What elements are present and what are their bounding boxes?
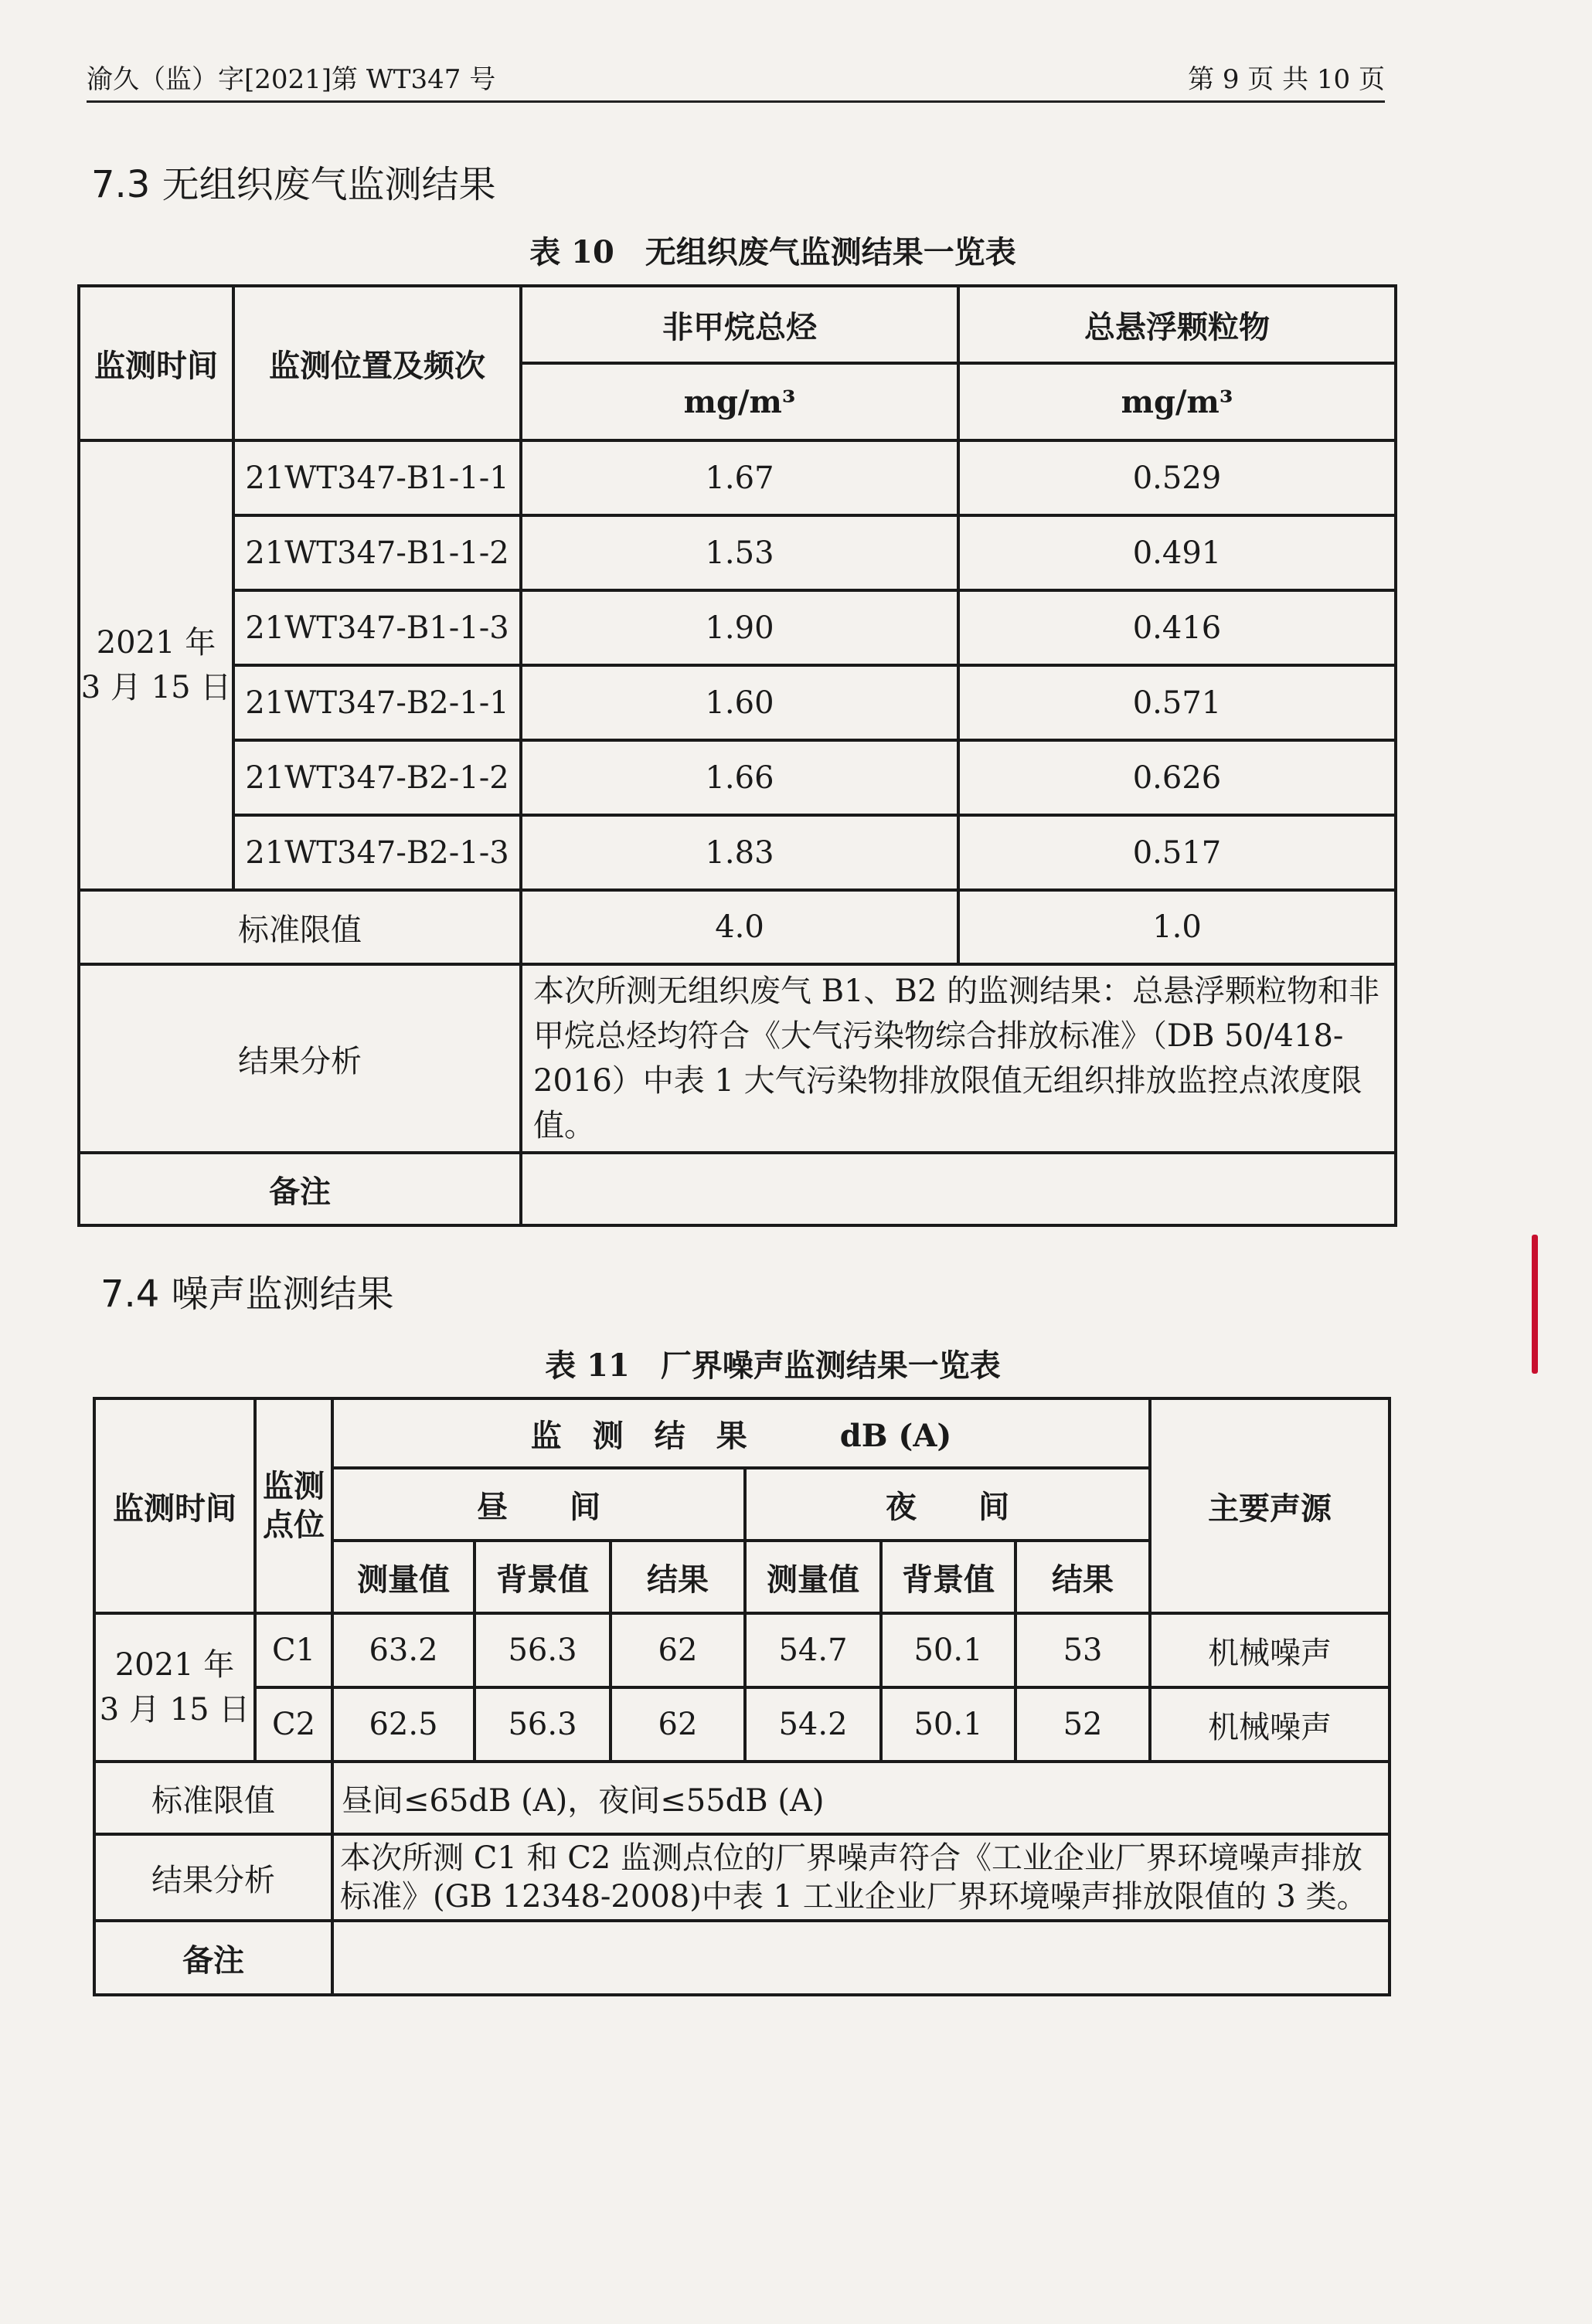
tsp-limit: 1.0 — [958, 890, 1396, 964]
sample-id: 21WT347-B2-1-3 — [233, 815, 521, 890]
table-row — [79, 515, 1396, 590]
header-day-result: 结果 — [611, 1541, 745, 1613]
header-monitor-time: 监测时间 — [94, 1398, 255, 1613]
analysis-text: 本次所测无组织废气 B1、B2 的监测结果：总悬浮颗粒物和非甲烷总烃均符合《大气污染物综合排放标准》（DB 50/418-2016）中表 1 大气污染物排放限值无组织排放监控点浓度限值。 — [521, 964, 1396, 1153]
remark-value — [521, 1153, 1396, 1225]
header-tsp: 总悬浮颗粒物 — [958, 286, 1396, 363]
remark-label: 备注 — [94, 1921, 332, 1995]
day-background: 56.3 — [475, 1613, 611, 1687]
analysis-text: 本次所测 C1 和 C2 监测点位的厂界噪声符合《工业企业厂界环境噪声排放标准》(GB 12348-2008)中表 1 工业企业厂界环境噪声排放限值的 3 类。 — [332, 1834, 1390, 1921]
day-measured: 62.5 — [332, 1687, 475, 1762]
table-10 — [77, 284, 1397, 1227]
header-night-result: 结果 — [1015, 1541, 1150, 1613]
analysis-label: 结果分析 — [79, 964, 521, 1153]
document-number: 渝久（监）字[2021]第 WT347 号 — [87, 64, 496, 95]
table-row — [94, 1613, 1390, 1687]
table-row — [79, 815, 1396, 890]
red-bracket-mark — [1532, 1235, 1538, 1374]
table-10-caption: 表 10 无组织废气监测结果一览表 — [529, 234, 1016, 270]
night-background: 50.1 — [881, 1613, 1015, 1687]
header-nighttime: 夜 间 — [745, 1468, 1150, 1541]
point-id: C1 — [255, 1613, 332, 1687]
nmhc-value: 1.66 — [521, 740, 958, 815]
remark-label: 备注 — [79, 1153, 521, 1225]
page-number: 第 9 页 共 10 页 — [1188, 64, 1385, 95]
day-background: 56.3 — [475, 1687, 611, 1762]
nmhc-value: 1.67 — [521, 440, 958, 515]
table-row — [79, 590, 1396, 665]
table-11-caption: 表 11 厂界噪声监测结果一览表 — [545, 1347, 1001, 1384]
header-night-background: 背景值 — [881, 1541, 1015, 1613]
nmhc-value: 1.53 — [521, 515, 958, 590]
day-measured: 63.2 — [332, 1613, 475, 1687]
header-day-background: 背景值 — [475, 1541, 611, 1613]
table-row — [79, 740, 1396, 815]
table-row — [79, 440, 1396, 515]
day-result: 62 — [611, 1687, 745, 1762]
sample-id: 21WT347-B2-1-1 — [233, 665, 521, 740]
limit-value: 昼间≤65dB (A)，夜间≤55dB (A) — [332, 1762, 1390, 1834]
sample-id: 21WT347-B1-1-3 — [233, 590, 521, 665]
monitor-date: 2021 年 3 月 15 日 — [79, 440, 233, 890]
main-source: 机械噪声 — [1150, 1687, 1390, 1762]
sample-id: 21WT347-B1-1-2 — [233, 515, 521, 590]
point-id: C2 — [255, 1687, 332, 1762]
tsp-value: 0.517 — [958, 815, 1396, 890]
monitor-date: 2021 年 3 月 15 日 — [94, 1613, 255, 1762]
day-result: 62 — [611, 1613, 745, 1687]
page-header — [87, 60, 1385, 103]
night-result: 53 — [1015, 1613, 1150, 1687]
limit-label: 标准限值 — [79, 890, 521, 964]
night-background: 50.1 — [881, 1687, 1015, 1762]
section-7-4-title: 7.4 噪声监测结果 — [100, 1272, 394, 1316]
header-monitor-point: 监测点位 — [255, 1398, 332, 1613]
header-result-db: 监 测 结 果 dB (A) — [332, 1398, 1150, 1468]
night-measured: 54.7 — [745, 1613, 881, 1687]
remark-value — [332, 1921, 1390, 1995]
unit-nmhc: mg/m³ — [521, 363, 958, 440]
night-measured: 54.2 — [745, 1687, 881, 1762]
nmhc-value: 1.83 — [521, 815, 958, 890]
tsp-value: 0.416 — [958, 590, 1396, 665]
limit-label: 标准限值 — [94, 1762, 332, 1834]
header-day-measured: 测量值 — [332, 1541, 475, 1613]
header-main-source: 主要声源 — [1150, 1398, 1390, 1613]
main-source: 机械噪声 — [1150, 1613, 1390, 1687]
table-11 — [93, 1397, 1391, 1996]
header-night-measured: 测量值 — [745, 1541, 881, 1613]
tsp-value: 0.491 — [958, 515, 1396, 590]
unit-tsp: mg/m³ — [958, 363, 1396, 440]
sample-id: 21WT347-B1-1-1 — [233, 440, 521, 515]
nmhc-value: 1.90 — [521, 590, 958, 665]
nmhc-value: 1.60 — [521, 665, 958, 740]
tsp-value: 0.571 — [958, 665, 1396, 740]
header-daytime: 昼 间 — [332, 1468, 745, 1541]
table-row — [94, 1687, 1390, 1762]
tsp-value: 0.529 — [958, 440, 1396, 515]
analysis-label: 结果分析 — [94, 1834, 332, 1921]
table-row — [79, 665, 1396, 740]
header-monitor-time: 监测时间 — [79, 286, 233, 440]
night-result: 52 — [1015, 1687, 1150, 1762]
sample-id: 21WT347-B2-1-2 — [233, 740, 521, 815]
header-nmhc: 非甲烷总烃 — [521, 286, 958, 363]
nmhc-limit: 4.0 — [521, 890, 958, 964]
section-7-3-title: 7.3 无组织废气监测结果 — [91, 163, 496, 206]
header-location: 监测位置及频次 — [233, 286, 521, 440]
tsp-value: 0.626 — [958, 740, 1396, 815]
